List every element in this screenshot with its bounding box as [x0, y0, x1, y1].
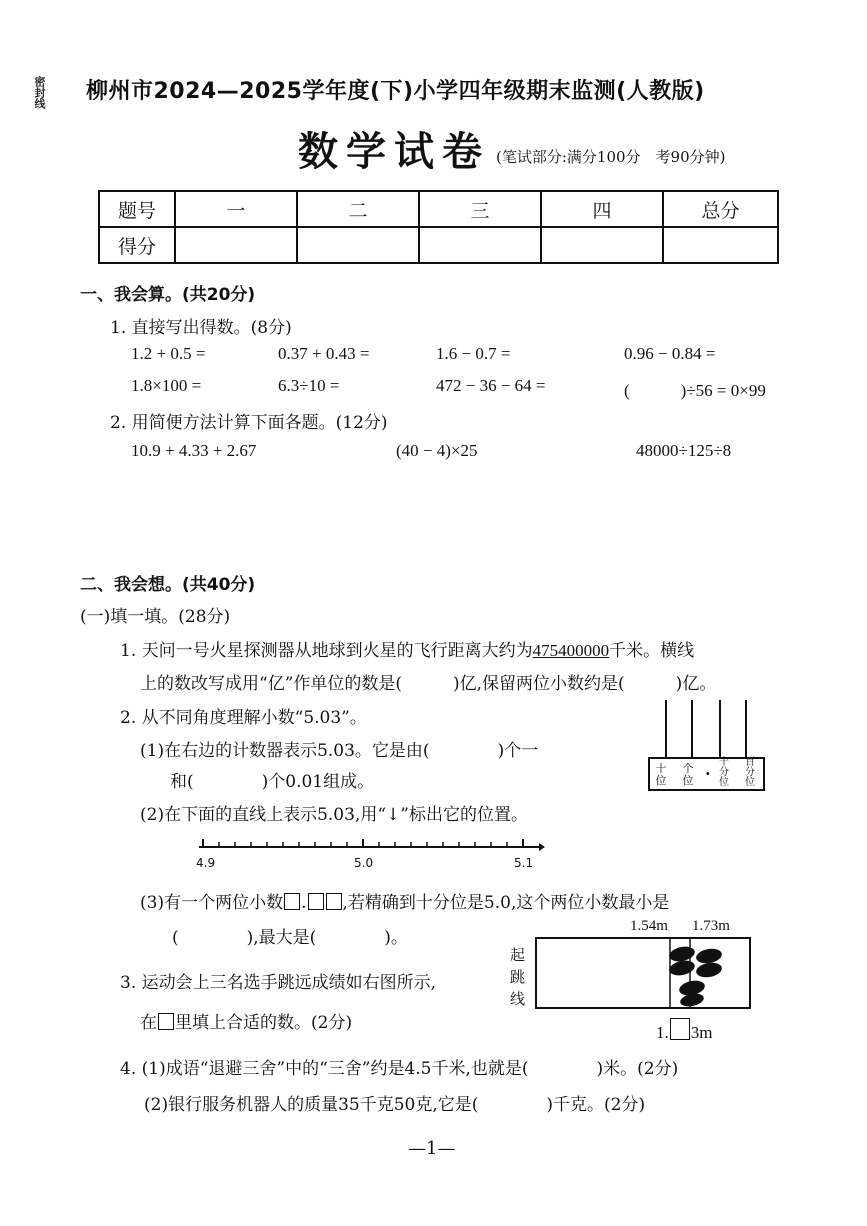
fill-q4-line2: (2)银行服务机器人的质量35千克50克,它是( )千克。(2分): [144, 1095, 646, 1115]
header-cell: 三: [419, 191, 541, 227]
calc-item: 1.2 + 0.5 =: [131, 344, 206, 363]
calc-item: ( )÷56 = 0×99: [624, 381, 766, 400]
text: 在: [140, 1013, 157, 1033]
binding-line-marks: 密封线: [33, 76, 46, 109]
tick-label: 5.0: [354, 856, 374, 870]
fill-q2-title: 2. 从不同角度理解小数“5.03”。: [120, 708, 367, 728]
calc-item: 1.8×100 =: [131, 376, 202, 395]
fill-q2-p3-line2: ( ),最大是( )。: [172, 928, 408, 948]
simplify-item: (40 − 4)×25: [396, 441, 478, 460]
calc-item: 0.37 + 0.43 =: [278, 344, 370, 363]
calc-item: 0.96 − 0.84 =: [624, 344, 716, 363]
score-cell[interactable]: [419, 227, 541, 263]
header-cell: 一: [175, 191, 297, 227]
digit-box[interactable]: [284, 893, 300, 910]
fill-q3-line2: [140, 1008, 352, 1033]
fill-q3-line1: 3. 运动会上三名选手跳远成绩如右图所示,: [120, 973, 437, 993]
text: .: [301, 893, 307, 913]
fill-q1-line1: [120, 636, 694, 661]
fill-q2-p3-line1: [140, 888, 669, 913]
score-cell[interactable]: [175, 227, 297, 263]
header-cell: 总分: [663, 191, 778, 227]
exam-title: 柳州市2024—2025学年度(下)小学四年级期末监测(人教版): [86, 79, 705, 104]
text: 1.: [656, 1023, 669, 1042]
tick-label: 5.1: [514, 856, 534, 870]
digit-box[interactable]: [158, 1013, 174, 1030]
simplify-item: 48000÷125÷8: [636, 441, 732, 460]
text: ,若精确到十分位是5.0,这个两位小数最小是: [342, 893, 670, 913]
tick-label: 4.9: [196, 856, 216, 870]
number-line: [195, 833, 545, 857]
header-cell: 四: [541, 191, 663, 227]
calc-item: 472 − 36 − 64 =: [436, 376, 546, 395]
fill-q2-p1-line1: (1)在右边的计数器表示5.03。它是由( )个一: [140, 741, 539, 761]
section1-title: 一、我会算。(共20分): [80, 285, 256, 305]
score-cell[interactable]: [541, 227, 663, 263]
underlined-number: 475400000: [532, 641, 610, 660]
section2-title: 二、我会想。(共40分): [80, 575, 256, 595]
jump-answer: [656, 1018, 712, 1043]
header-cell: 题号: [99, 191, 175, 227]
counter-label: 十分位: [719, 757, 729, 788]
score-table: [98, 190, 779, 264]
start-line-label: 起跳线: [510, 946, 526, 1008]
fill-q4-line1: 4. (1)成语“退避三舍”中的“三舍”约是4.5千米,也就是( )米。(2分): [120, 1059, 679, 1079]
score-cell[interactable]: [663, 227, 778, 263]
fill-q2-p2: (2)在下面的直线上表示5.03,用“↓”标出它的位置。: [140, 805, 528, 825]
fill-q2-p1-line2: 和( )个0.01组成。: [170, 772, 375, 792]
header-cell: 二: [297, 191, 419, 227]
text: 3m: [690, 1023, 713, 1042]
simplify-item: 10.9 + 4.33 + 2.67: [131, 441, 257, 460]
counter-label: 十位: [655, 762, 667, 787]
score-label: 得分: [99, 227, 175, 263]
counter-label: 个位: [682, 762, 694, 787]
subsection-title: (一)填一填。(28分): [80, 607, 231, 627]
text: (3)有一个两位小数: [140, 893, 284, 913]
q1-title: 1. 直接写出得数。(8分): [110, 318, 292, 338]
exam-note: (笔试部分:满分100分 考90分钟): [496, 148, 726, 166]
jump-mark-label: 1.54m: [630, 918, 668, 934]
q2-title: 2. 用简便方法计算下面各题。(12分): [110, 413, 388, 433]
text: 里填上合适的数。(2分): [175, 1013, 353, 1033]
counter-dot: ·: [705, 764, 711, 783]
counter-label: 百分位: [745, 757, 755, 788]
fill-q1-line2: 上的数改写成用“亿”作单位的数是( )亿,保留两位小数约是( )亿。: [140, 674, 717, 694]
jump-mark-label: 1.73m: [692, 918, 730, 934]
text: 千米。横线: [609, 641, 695, 661]
digit-box[interactable]: [326, 893, 342, 910]
page-number: —1—: [408, 1138, 456, 1159]
calc-item: 1.6 − 0.7 =: [436, 344, 511, 363]
digit-box[interactable]: [670, 1018, 690, 1040]
calc-item: 6.3÷10 =: [278, 376, 340, 395]
subject-title: 数学试卷: [298, 128, 490, 175]
long-jump-diagram: [534, 936, 754, 1012]
text: 1. 天问一号火星探测器从地球到火星的飞行距离大约为: [120, 641, 533, 661]
digit-box[interactable]: [308, 893, 324, 910]
score-cell[interactable]: [297, 227, 419, 263]
